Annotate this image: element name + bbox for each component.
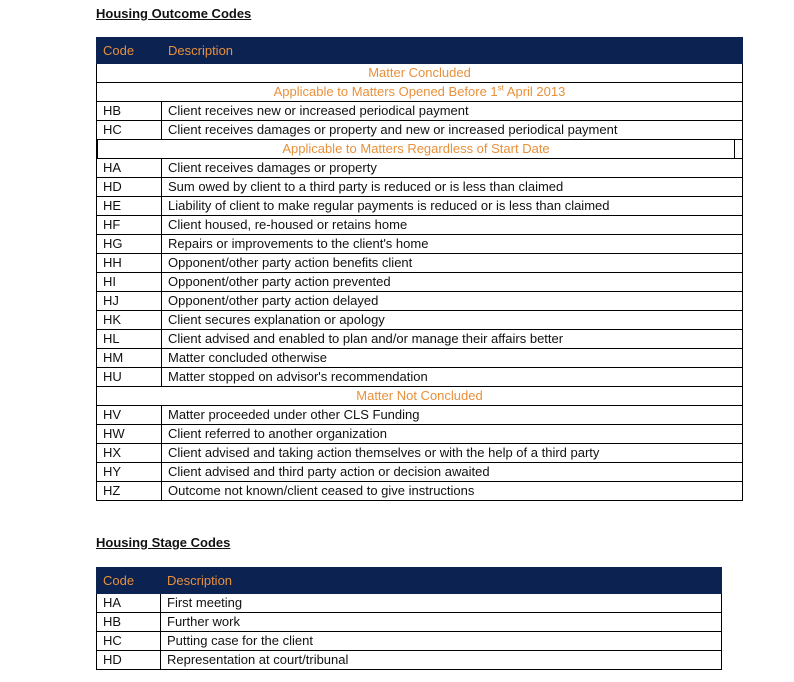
code-cell: HW [97,425,162,444]
stage-header-row [97,568,722,594]
table-row [97,216,743,235]
section-row-regardless [97,140,743,159]
code-cell: HD [97,651,161,670]
description-cell: First meeting [161,594,722,613]
table-row [97,254,743,273]
table-row [97,425,743,444]
outcome-codes-table [96,37,743,501]
code-cell: HM [97,349,162,368]
code-cell: HX [97,444,162,463]
code-cell: HY [97,463,162,482]
table-row [97,102,743,121]
table-row [97,444,743,463]
table-row [97,482,743,501]
section-label: Applicable to Matters Regardless of Start Date [97,140,743,159]
description-cell: Outcome not known/client ceased to give instructions [162,482,743,501]
description-cell: Opponent/other party action prevented [162,273,743,292]
code-cell: HL [97,330,162,349]
table-row [97,197,743,216]
table-row [97,330,743,349]
code-cell: HA [97,594,161,613]
description-cell: Opponent/other party action benefits client [162,254,743,273]
description-cell: Matter concluded otherwise [162,349,743,368]
section-label: Applicable to Matters Opened Before 1st April 2013 [97,83,743,102]
table-row [97,632,722,651]
code-cell: HE [97,197,162,216]
code-cell: HD [97,178,162,197]
code-cell: HU [97,368,162,387]
description-cell: Further work [161,613,722,632]
code-cell: HB [97,613,161,632]
section-row-matter-concluded [97,64,743,83]
section-row-before-2013 [97,83,743,102]
table-row [97,178,743,197]
description-cell: Client receives damages or property [162,159,743,178]
code-column-header: Code [97,38,162,64]
description-cell: Liability of client to make regular payments is reduced or is less than claimed [162,197,743,216]
table-row [97,159,743,178]
table-row [97,651,722,670]
description-cell: Client advised and enabled to plan and/or manage their affairs better [162,330,743,349]
description-cell: Matter stopped on advisor's recommendation [162,368,743,387]
description-cell: Client receives new or increased periodical payment [162,102,743,121]
table-row [97,235,743,254]
code-cell: HZ [97,482,162,501]
table-row [97,463,743,482]
description-cell: Client referred to another organization [162,425,743,444]
table-row [97,121,743,140]
section-row-not-concluded [97,387,743,406]
code-cell: HC [97,121,162,140]
table-row [97,613,722,632]
code-cell: HA [97,159,162,178]
code-cell: HC [97,632,161,651]
table-row [97,311,743,330]
code-cell: HB [97,102,162,121]
code-cell: HK [97,311,162,330]
description-cell: Putting case for the client [161,632,722,651]
description-cell: Matter proceeded under other CLS Funding [162,406,743,425]
code-cell: HH [97,254,162,273]
code-cell: HV [97,406,162,425]
table-row [97,349,743,368]
description-cell: Repairs or improvements to the client's home [162,235,743,254]
code-column-header: Code [97,568,161,594]
section-label: Matter Not Concluded [97,387,743,406]
description-cell: Client receives damages or property and new or increased periodical payment [162,121,743,140]
stage-codes-table [96,567,722,670]
table-row [97,368,743,387]
description-column-header: Description [161,568,722,594]
outcome-codes-heading: Housing Outcome Codes [96,6,252,21]
table-row [97,273,743,292]
section-label: Matter Concluded [97,64,743,83]
description-cell: Client advised and taking action themselves or with the help of a third party [162,444,743,463]
code-cell: HF [97,216,162,235]
table-row [97,594,722,613]
table-row [97,292,743,311]
description-cell: Opponent/other party action delayed [162,292,743,311]
code-cell: HG [97,235,162,254]
description-cell: Client secures explanation or apology [162,311,743,330]
table-row [97,406,743,425]
description-cell: Client housed, re-housed or retains home [162,216,743,235]
description-cell: Sum owed by client to a third party is reduced or is less than claimed [162,178,743,197]
stage-codes-heading: Housing Stage Codes [96,535,231,550]
code-cell: HJ [97,292,162,311]
code-cell: HI [97,273,162,292]
description-cell: Client advised and third party action or decision awaited [162,463,743,482]
outcome-header-row [97,38,743,64]
description-column-header: Description [162,38,743,64]
description-cell: Representation at court/tribunal [161,651,722,670]
